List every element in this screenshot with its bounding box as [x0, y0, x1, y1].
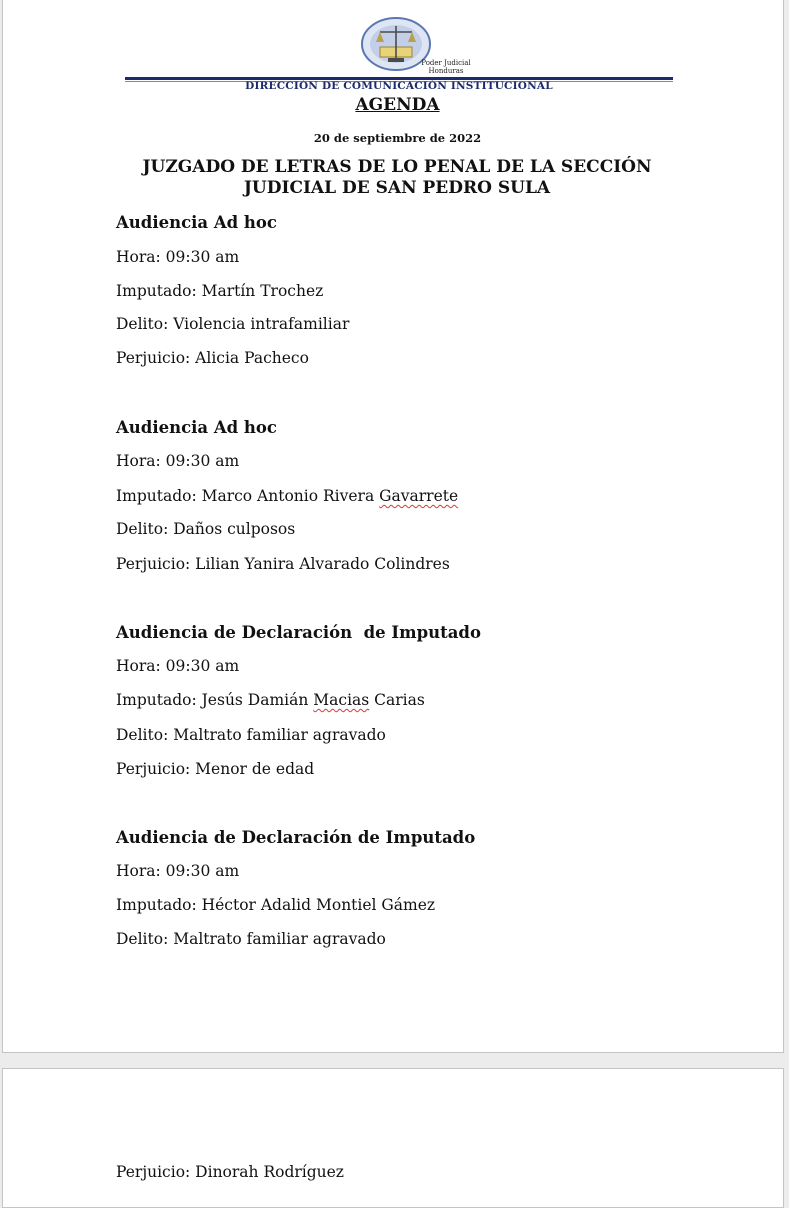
hearing-time: Hora: 09:30 am: [116, 862, 240, 880]
accused-name-suffix: Carias: [369, 691, 425, 709]
hearing-victim: Perjuicio: Lilian Yanira Alvarado Colindres: [116, 555, 450, 573]
hearing-crime: Delito: Daños culposos: [116, 520, 296, 538]
hearing-victim: Perjuicio: Alicia Pacheco: [116, 349, 309, 367]
spellcheck-flagged-word: Macias: [313, 691, 370, 709]
logo-line2: Honduras: [428, 67, 464, 75]
office-name: DIRECCIÓN DE COMUNICACIÓN INSTITUCIONAL: [245, 80, 553, 92]
court-name: [103, 157, 691, 199]
hearing-title: Audiencia de Declaración de Imputado: [116, 623, 481, 642]
accused-name: Imputado: Marco Antonio Rivera: [116, 487, 380, 505]
hearing-accused: [116, 691, 425, 709]
hearing-accused: [116, 487, 458, 505]
court-name-line2: JUDICIAL DE SAN PEDRO SULA: [243, 178, 551, 198]
hearing-accused: Imputado: Martín Trochez: [116, 282, 324, 300]
logo-line1: Poder Judicial: [421, 59, 471, 67]
accused-name: Imputado: Jesús Damián: [116, 691, 314, 709]
hearing-time: Hora: 09:30 am: [116, 452, 240, 470]
hearing-accused: Imputado: Héctor Adalid Montiel Gámez: [116, 896, 436, 914]
logo-text: [420, 59, 472, 75]
document-page-1: [2, 0, 784, 1053]
hearing-title: Audiencia Ad hoc: [116, 418, 277, 437]
agenda-date: 20 de septiembre de 2022: [313, 131, 482, 145]
hearing-crime: Delito: Violencia intrafamiliar: [116, 315, 350, 333]
hearing-crime: Delito: Maltrato familiar agravado: [116, 930, 386, 948]
document-page-2: [2, 1068, 784, 1208]
hearing-time: Hora: 09:30 am: [116, 248, 240, 266]
poder-judicial-logo: [358, 14, 478, 76]
court-name-line1: JUZGADO DE LETRAS DE LO PENAL DE LA SECCIÓN: [142, 157, 652, 177]
hearing-title: Audiencia Ad hoc: [116, 213, 277, 232]
agenda-title: AGENDA: [355, 95, 440, 115]
hearing-victim: Perjuicio: Dinorah Rodríguez: [116, 1163, 344, 1181]
hearing-time: Hora: 09:30 am: [116, 657, 240, 675]
hearing-title: Audiencia de Declaración de Imputado: [116, 828, 476, 847]
hearing-crime: Delito: Maltrato familiar agravado: [116, 726, 386, 744]
spellcheck-flagged-word: Gavarrete: [379, 487, 459, 505]
hearing-victim: Perjuicio: Menor de edad: [116, 760, 315, 778]
